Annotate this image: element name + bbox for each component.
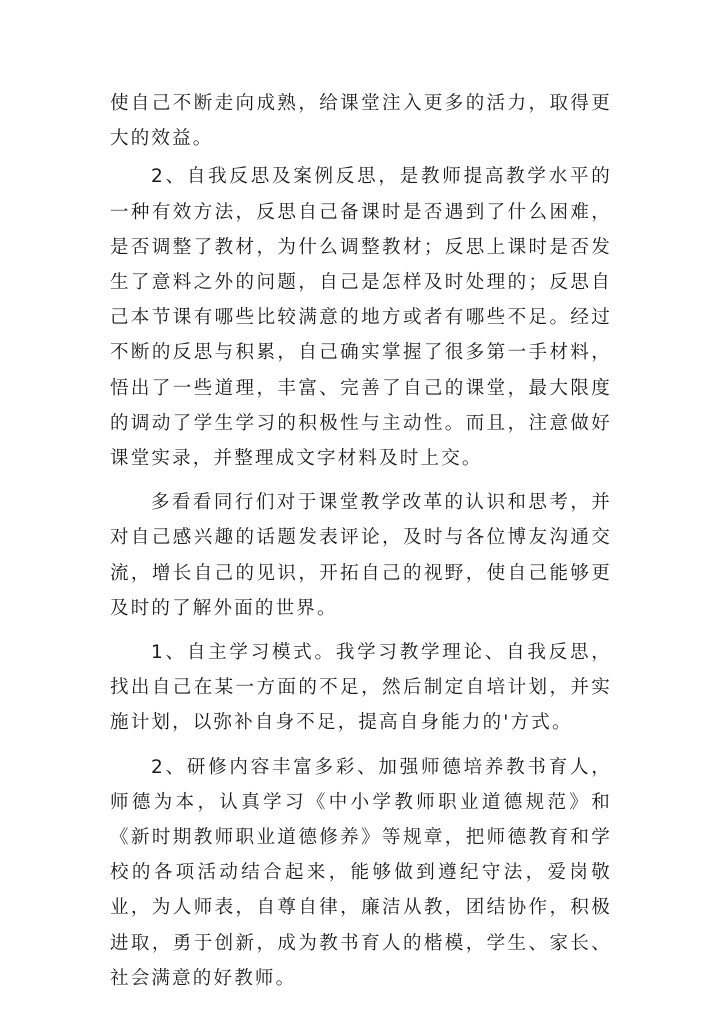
paragraph-self-study-mode: 1、自主学习模式。我学习教学理论、自我反思，找出自己在某一方面的不足，然后制定自培计划，并实施计划，以弥补自身不足，提高自身能力的'方式。 xyxy=(110,642,612,734)
paragraph-teacher-ethics: 2、研修内容丰富多彩、加强师德培养教书育人，师德为本，认真学习《中小学教师职业道德规范》和《新时期教师职业道德修养》等规章，把师德教育和学校的各项活动结合起来，能够做到遵纪守法，爱岗敬业，为人师表，自尊自律，廉洁从教，团结协作，积极进取，勇于创新，成为教书育人的楷模，学生、家长、社会满意的好教师。 xyxy=(110,756,612,989)
document-body xyxy=(110,86,612,996)
paragraph-peer-learning: 多看看同行们对于课堂教学改革的认识和思考，并对自己感兴趣的话题发表评论，及时与各位博友沟通交流，增长自己的见识，开拓自己的视野，使自己能够更及时的了解外面的世界。 xyxy=(110,492,612,619)
paragraph-continuation: 使自己不断走向成熟，给课堂注入更多的活力，取得更大的效益。 xyxy=(110,93,612,150)
paragraph-self-reflection: 2、自我反思及案例反思，是教师提高教学水平的一种有效方法，反思自己备课时是否遇到了什么困难，是否调整了教材，为什么调整教材；反思上课时是否发生了意料之外的问题，自己是怎样及时处理的；反思自己本节课有哪些比较满意的地方或者有哪些不足。经过不断的反思与积累，自己确实掌握了很多第一手材料，悟出了一些道理，丰富、完善了自己的课堂，最大限度的调动了学生学习的积极性与主动性。而且，注意做好课堂实录，并整理成文字材料及时上交。 xyxy=(110,166,612,470)
